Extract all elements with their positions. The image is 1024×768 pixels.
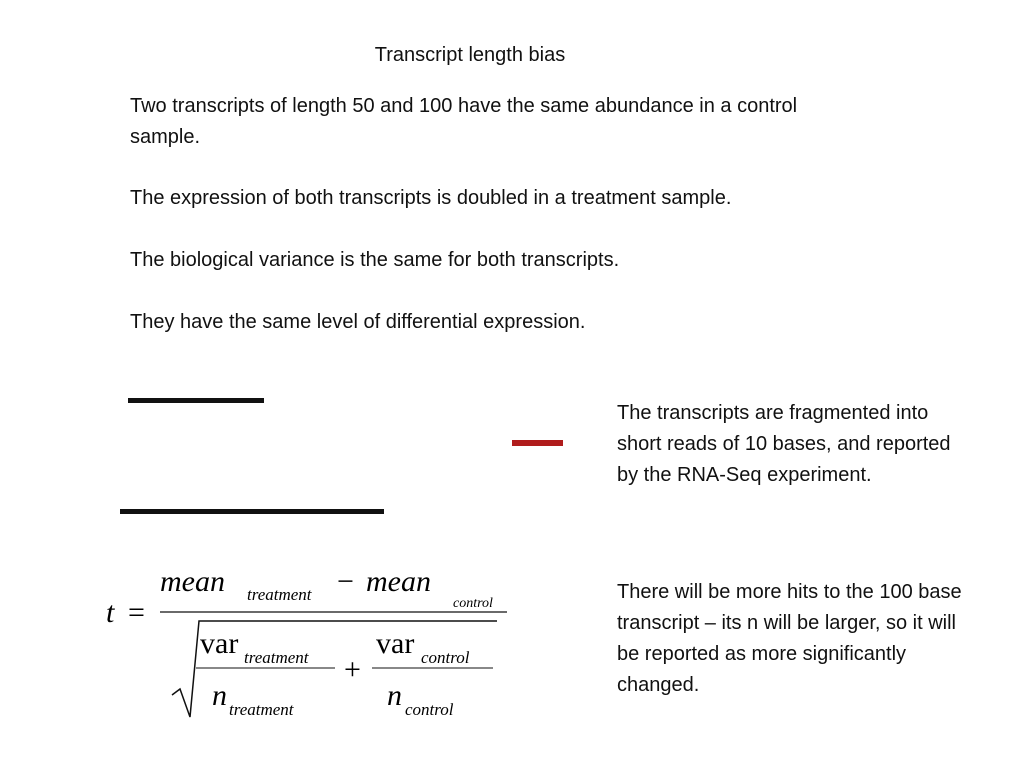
formula-n-treatment: n xyxy=(212,679,227,712)
formula-sub-treatment-3: treatment xyxy=(229,700,294,719)
side-note-fragmented: The transcripts are fragmented into short reads of 10 bases, and reported by the RNA-Seq experiment. xyxy=(617,402,951,486)
formula-sub-control-2: control xyxy=(421,648,470,667)
formula-mean-control: mean xyxy=(366,565,431,598)
formula-sub-control-1: control xyxy=(453,596,493,611)
formula-sub-treatment-2: treatment xyxy=(244,648,309,667)
formula-minus: − xyxy=(337,565,354,598)
formula-sub-treatment-1: treatment xyxy=(247,585,312,604)
paragraph-abundance: Two transcripts of length 50 and 100 have the same abundance in a control sample. xyxy=(130,95,798,148)
formula-var-treatment: var xyxy=(200,627,239,660)
formula-t: t xyxy=(106,596,115,629)
short-read-bar xyxy=(512,440,563,446)
formula-var-control: var xyxy=(376,627,415,660)
side-note-more-hits: There will be more hits to the 100 base transcript – its n will be larger, so it will be reported as more significantly changed. xyxy=(617,581,962,696)
paragraph-doubled: The expression of both transcripts is doubled in a treatment sample. xyxy=(130,187,732,209)
formula-n-control: n xyxy=(387,679,402,712)
formula-equals: = xyxy=(128,596,145,629)
formula-mean-treatment: mean xyxy=(160,565,225,598)
formula-plus: + xyxy=(344,653,361,686)
paragraph-variance: The biological variance is the same for both transcripts. xyxy=(130,249,620,271)
slide-title: Transcript length bias xyxy=(374,44,566,66)
transcript-100-bar xyxy=(120,509,384,514)
paragraph-differential: They have the same level of differential expression. xyxy=(130,311,586,333)
formula-sub-control-3: control xyxy=(405,700,454,719)
transcript-50-bar xyxy=(128,398,264,403)
t-statistic-formula xyxy=(100,555,520,730)
